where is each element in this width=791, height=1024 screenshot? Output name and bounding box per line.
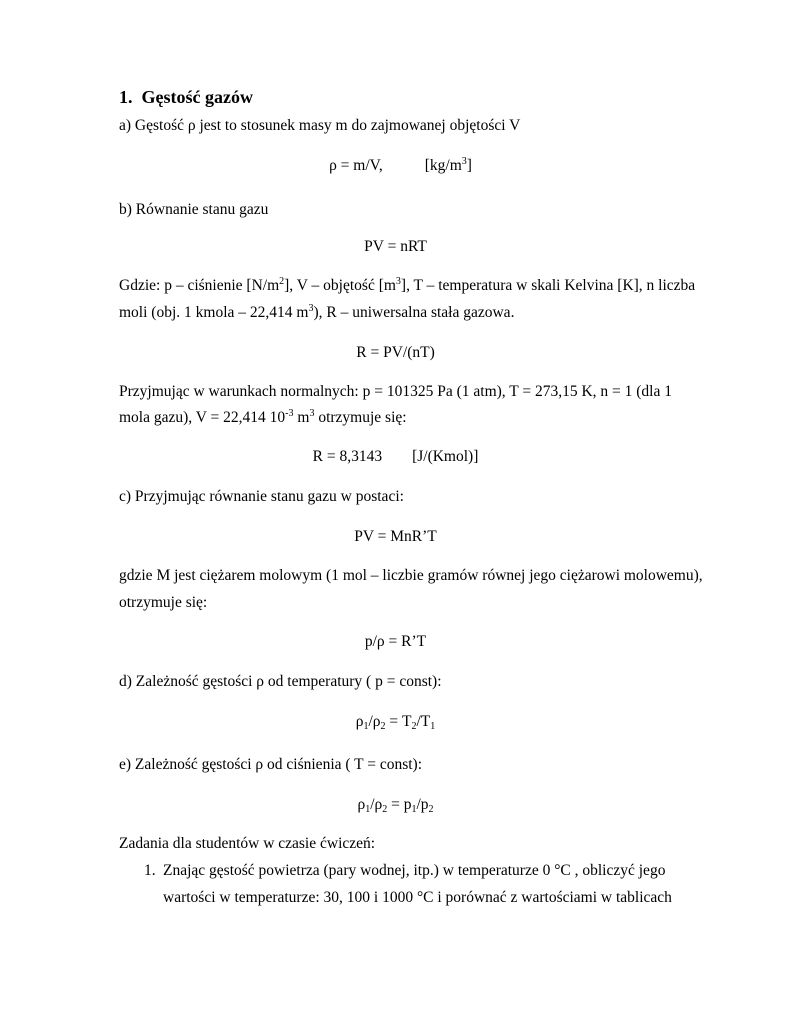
- section-b-text: b) Równanie stanu gazu: [119, 201, 269, 218]
- r-unit: [J/(Kmol)]: [412, 448, 479, 465]
- list-item-line-1: Znając gęstość powietrza (pary wodnej, itp.) w temperaturze 0 °C , obliczyć jego: [163, 862, 666, 879]
- r-value-equation: [0, 447, 791, 467]
- gdzie-molar-line-2: otrzymuje się:: [119, 594, 208, 611]
- r-equation: R = PV/(nT): [356, 344, 435, 361]
- przyjmujac-line-1: Przyjmując w warunkach normalnych: p = 101325 Pa (1 atm), T = 273,15 K, n = 1 (dla 1: [119, 383, 672, 400]
- zadania-title: Zadania dla studentów w czasie ćwiczeń:: [119, 835, 376, 852]
- section-c-text: c) Przyjmując równanie stanu gazu w postaci:: [119, 488, 404, 505]
- heading-title: Gęstość gazów: [141, 87, 253, 107]
- r-value: R = 8,3143: [312, 448, 383, 465]
- temperature-density-equation: $\rho_1/\rho_2 = T_2/T_1$: [355, 713, 436, 732]
- list-item-number: 1.: [144, 862, 156, 879]
- gdzie-line-1: Gdzie: p – ciśnienie $[N/m^2]$, V – objętość $[m^3]$, T – temperatura w skali Kelvina [K], n liczba: [119, 276, 696, 294]
- density-equation: [0, 156, 791, 176]
- section-d-text: d) Zależność gęstości ρ od temperatury ( p = const):: [119, 673, 442, 690]
- gas-state-equation: PV = nRT: [364, 238, 427, 255]
- molar-state-equation: PV = MnR’T: [354, 528, 437, 545]
- gdzie-molar-line-1: gdzie M jest ciężarem molowym (1 mol – liczbie gramów równej jego ciężarowi molowemu),: [119, 567, 703, 584]
- density-unit: $[kg/m^3]$: [424, 156, 472, 174]
- section-a-text: a) Gęstość ρ jest to stosunek masy m do zajmowanej objętości V: [119, 117, 521, 134]
- p-rho-equation: p/ρ = R’T: [364, 633, 427, 650]
- list-item-line-2: wartości w temperaturze: 30, 100 i 1000 °C i porównać z wartościami w tablicach: [163, 889, 672, 906]
- gdzie-line-2: moli (obj. 1 kmola – 22,414 $m^3$), R – uniwersalna stała gazowa.: [119, 303, 515, 321]
- section-heading: [119, 87, 253, 107]
- section-e-text: e) Zależność gęstości ρ od ciśnienia ( T = const):: [119, 756, 422, 773]
- heading-number: 1.: [119, 87, 133, 107]
- density-formula: ρ = m/V,: [329, 157, 383, 174]
- przyjmujac-line-2: mola gazu), V = 22,414 $10^{-3}$ $m^3$ otrzymuje się:: [119, 408, 407, 426]
- pressure-density-equation: $\rho_1/\rho_2 = p_1/p_2$: [357, 796, 434, 815]
